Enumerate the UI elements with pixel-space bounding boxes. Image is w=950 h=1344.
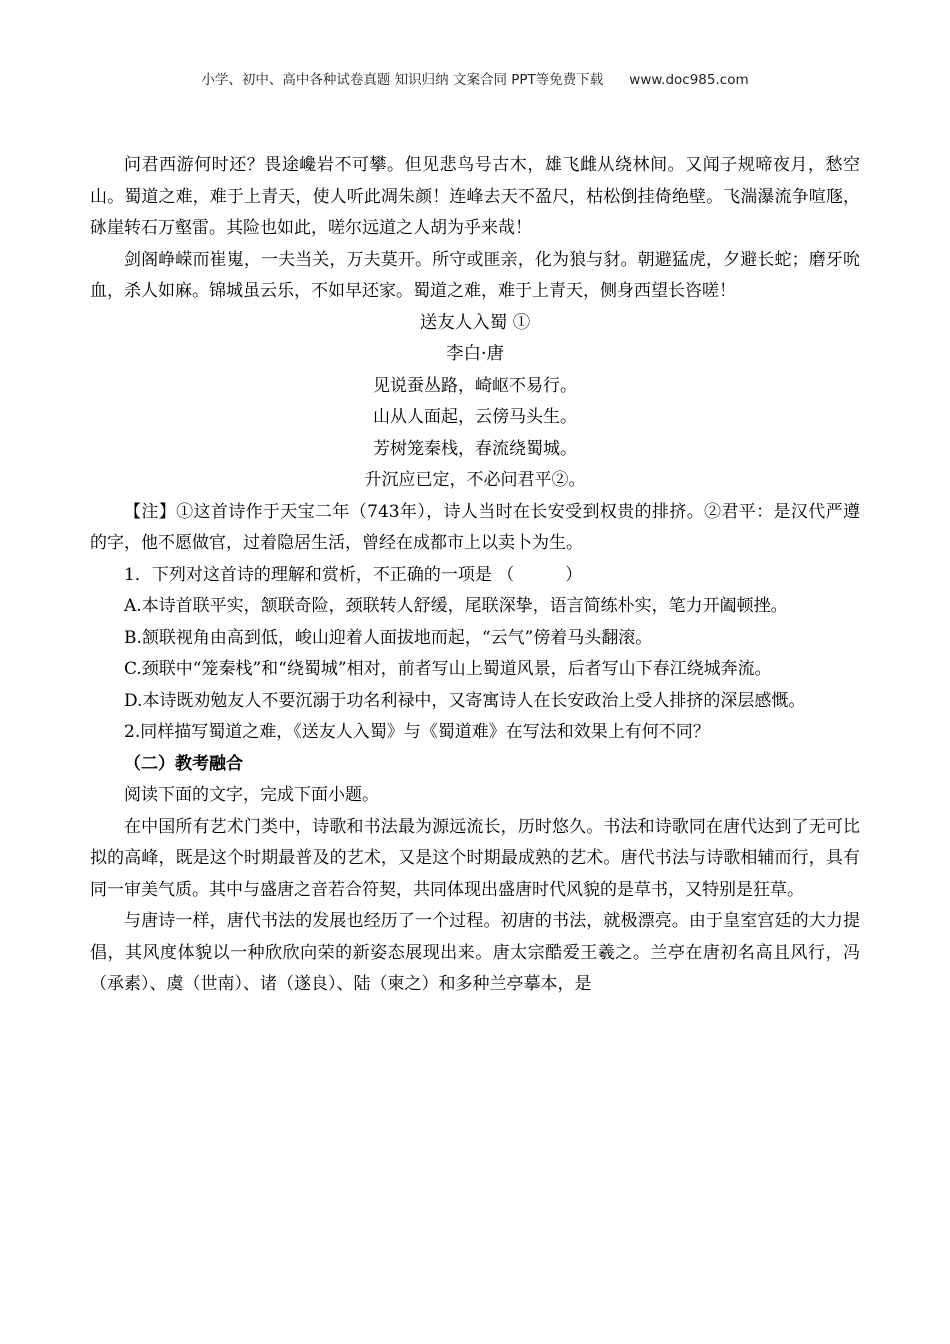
poem-author: 李白·唐 [445, 344, 505, 364]
header-text: 小学、初中、高中各种试卷真题 知识归纳 文案合同 PPT等免费下载 [201, 72, 604, 88]
question-1-option-d: D.本诗既劝勉友人不要沉溺于功名利禄中，又寄寓诗人在长安政治上受人排挤的深层感慨。 [124, 690, 806, 711]
poem-title: 送友人入蜀 ① [419, 312, 531, 333]
passage-paragraph: 问君西游何时还？畏途巉岩不可攀。但见悲鸟号古木，雄飞雌从绕林间。又闻子规啼夜月，愁空山。蜀道之难，难于上青天，使人听此凋朱颜！连峰去天不盈尺，枯松倒挂倚绝壁。飞湍瀑流争喧豗，砯崖转石万壑雷。其险也如此，嗟尔远道之人胡为乎来哉！ [90, 155, 860, 238]
section-instruction: 阅读下面的文字，完成下面小题。 [124, 785, 379, 805]
poem-note: 【注】①这首诗作于天宝二年（743年），诗人当时在长安受到权贵的排挤。②君平：是汉代严遵的字，他不愿做官，过着隐居生活，曾经在成都市上以卖卜为生。 [90, 501, 860, 553]
poem-line: 升沉应已定，不必问君平②。 [364, 470, 586, 490]
question-1-option-b: B.颔联视角由高到低，峻山迎着人面拔地而起，“云气”傍着马头翻滚。 [124, 627, 653, 648]
article-paragraph: 在中国所有艺术门类中，诗歌和书法最为源远流长，历时悠久。书法和诗歌同在唐代达到了无可比拟的高峰，既是这个时期最普及的艺术，又是这个时期最成熟的艺术。唐代书法与诗歌相辅而行，具有同一审美气质。其中与盛唐之音若合符契，共同体现出盛唐时代风貌的是草书，又特别是狂草。 [90, 816, 860, 900]
question-1-stem: 1．下列对这首诗的理解和赏析，不正确的一项是 （ ） [124, 564, 583, 585]
question-1-option-c: C.颈联中“笼秦栈”和“绕蜀城”相对，前者写山上蜀道风景，后者写山下春江绕城奔流。 [124, 659, 772, 679]
document-body [90, 150, 860, 1001]
passage-paragraph: 剑阁峥嵘而崔嵬，一夫当关，万夫莫开。所守或匪亲，化为狼与豺。朝避猛虎，夕避长蛇；磨牙吮血，杀人如麻。锦城虽云乐，不如早还家。蜀道之难，难于上青天，侧身西望长咨嗟！ [90, 249, 860, 301]
header-url[interactable]: www.doc985.com [629, 72, 749, 88]
question-1-option-a: A.本诗首联平实，颔联奇险，颈联转人舒缓，尾联深挚，语言简练朴实，笔力开阖顿挫。 [124, 596, 788, 616]
poem-line: 山从人面起，云傍马头生。 [373, 407, 577, 427]
question-2: 2.同样描写蜀道之难，《送友人入蜀》与《蜀道难》在写法和效果上有何不同？ [124, 722, 710, 742]
page-header [0, 68, 950, 88]
poem-line: 芳树笼秦栈，春流绕蜀城。 [373, 438, 577, 459]
article-paragraph: 与唐诗一样，唐代书法的发展也经历了一个过程。初唐的书法，就极漂亮。由于皇室宫廷的大力提倡，其风度体貌以一种欣欣向荣的新姿态展现出来。唐太宗酷爱王羲之。兰亭在唐初名高且风行，冯（承素）、虞（世南）、诸（遂良）、陆（柬之）和多种兰亭摹本，是 [90, 911, 860, 994]
poem-line: 见说蚕丛路，崎岖不易行。 [373, 375, 577, 396]
section-title: （二）教考融合 [124, 753, 243, 774]
